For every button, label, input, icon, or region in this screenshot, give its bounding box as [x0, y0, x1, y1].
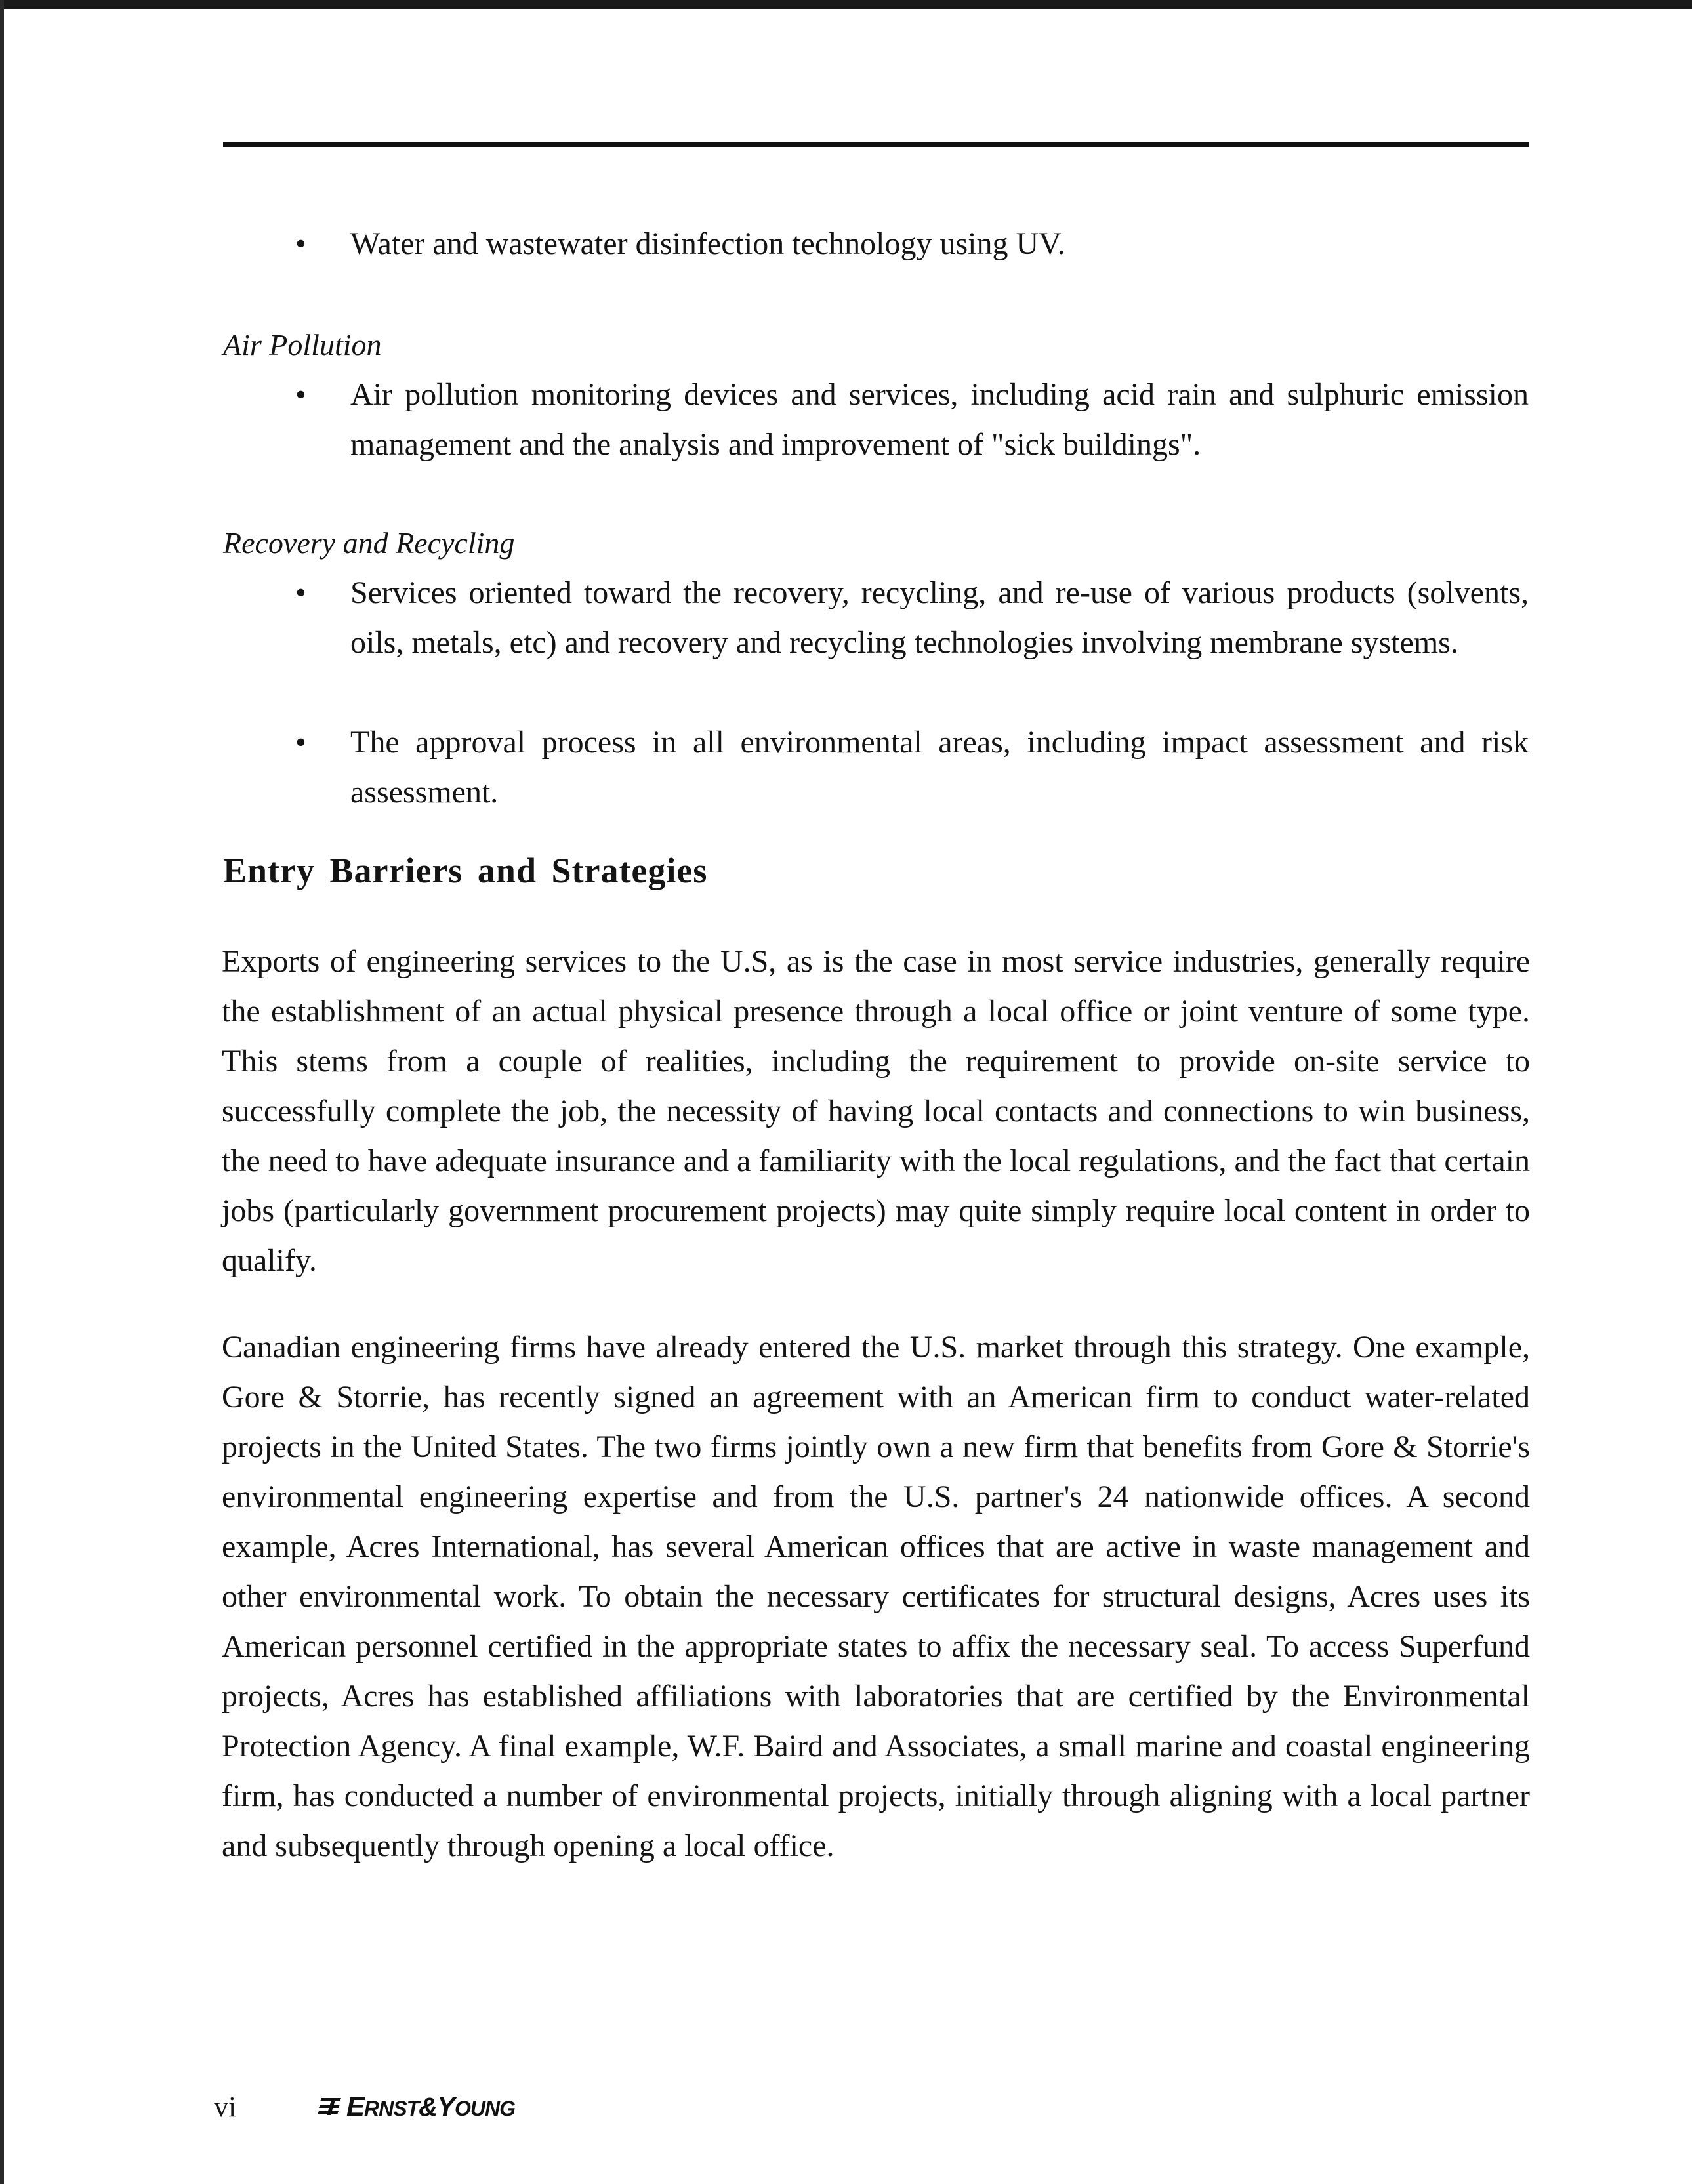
page-number: vi: [214, 2091, 237, 2123]
header-rule: [223, 142, 1529, 147]
bullet-text: Water and wastewater disinfection technology using UV.: [350, 226, 1065, 261]
subheading-air-pollution: Air Pollution: [223, 328, 382, 361]
bullet-glyph: •: [295, 226, 306, 261]
ernst-young-logo: [318, 2090, 515, 2123]
bullet-item-uv: [295, 219, 1529, 269]
subheading-recovery-recycling: Recovery and Recycling: [223, 526, 515, 560]
bullet-glyph: •: [295, 575, 306, 610]
bullet-item-approval-process: [295, 718, 1529, 817]
logo-wordmark: ERNST&YOUNG: [346, 2091, 516, 2122]
paragraph-canadian-firms: Canadian engineering firms have already entered the U.S. market through this strategy. One example, Gore & Storrie, has recently signed an agreement with an American firm to conduct water-related projects in the United States. The two firms jointly own a new firm that benefits from Gore & Storrie's environmental engineering expertise and from the U.S. partner's 24 nationwide offices. A second example, Acres International, has several American offices that are active in waste management and other environmental work. To obtain the necessary certificates for structural designs, Acres uses its American personnel certified in the appropriate states to affix the necessary seal. To access Superfund projects, Acres has established affiliations with laboratories that are certified by the Environmental Protection Agency. A final example, W.F. Baird and Associates, a small marine and coastal engineering firm, has conducted a number of environmental projects, initially through aligning with a local partner and subsequently through opening a local office.: [222, 1330, 1530, 1863]
ernst-young-logo-icon: [318, 2095, 344, 2118]
bullet-text: The approval process in all environmental areas, including impact assessment and risk assessment.: [350, 725, 1529, 810]
bullet-item-recovery-services: [295, 568, 1529, 668]
bullet-glyph: •: [295, 725, 306, 760]
bullet-item-air-monitoring: [295, 370, 1529, 470]
bullet-text: Air pollution monitoring devices and services, including acid rain and sulphuric emission management and the analysis and improvement of "sick buildings".: [350, 377, 1529, 462]
page-left-border: [0, 0, 4, 2184]
bullet-glyph: •: [295, 377, 306, 412]
bullet-text: Services oriented toward the recovery, recycling, and re-use of various products (solvents, oils, metals, etc) and recovery and recycling technologies involving membrane systems.: [350, 575, 1529, 660]
page-top-border: [0, 0, 1692, 9]
paragraph-exports: Exports of engineering services to the U.S, as is the case in most service industries, generally require the establishment of an actual physical presence through a local office or joint venture of some type. This stems from a couple of realities, including the requirement to provide on-site service to successfully complete the job, the necessity of having local contacts and connections to win business, the need to have adequate insurance and a familiarity with the local regulations, and the fact that certain jobs (particularly government procurement projects) may quite simply require local content in order to qualify.: [222, 944, 1530, 1278]
section-title: Entry Barriers and Strategies: [223, 851, 708, 890]
